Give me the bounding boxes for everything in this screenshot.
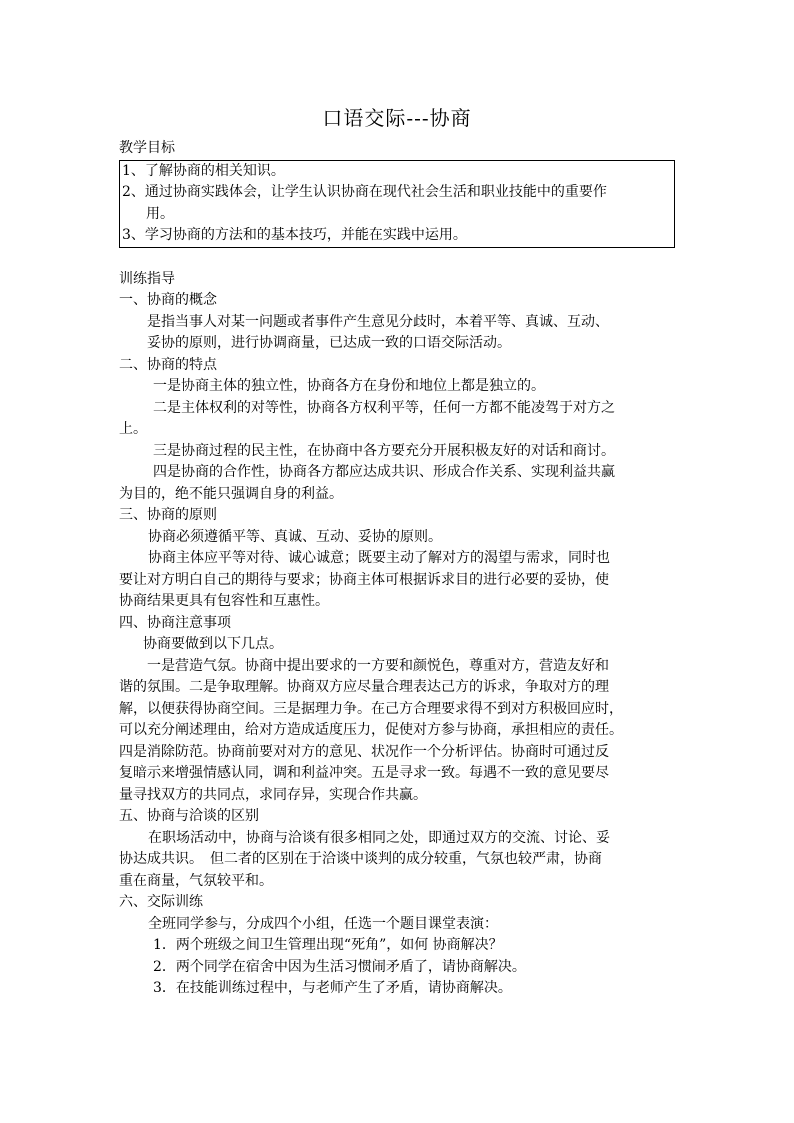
section-4-line: 复暗示来增强情感认同，调和利益冲突。五是寻求一致。每遇不一致的意见要尽 (119, 765, 609, 781)
section-2-point-2-cont: 上。 (119, 421, 147, 437)
section-1-heading: 一、协商的概念 (119, 292, 217, 308)
section-2-point-4-cont: 为目的，绝不能只强调自身的利益。 (119, 485, 343, 502)
objective-item-2: 2、通过协商实践体会，让学生认识协商在现代社会生活和职业技能中的重要作 (122, 184, 607, 200)
section-3-paragraph-2: 协商主体应平等对待、诚心诚意；既要主动了解对方的渴望与需求，同时也 (148, 550, 610, 566)
section-6-intro: 全班同学参与，分成四个小组，任选一个题目课堂表演： (148, 915, 498, 932)
section-3-paragraph-2-cont: 要让对方明白自己的期待与要求；协商主体可根据诉求目的进行必要的妥协，使 (119, 571, 609, 588)
section-4-line: 四是消除防范。协商前要对对方的意见、状况作一个分析评估。协商时可通过反 (119, 743, 609, 760)
objectives-box (119, 160, 675, 248)
section-6-topic-1: 1．两个班级之间卫生管理出现“死角”，如何 协商解决？ (153, 937, 503, 953)
objective-item-1: 1、了解协商的相关知识。 (122, 162, 285, 179)
guidance-heading: 训练指导 (119, 270, 175, 287)
objectives-heading: 教学目标 (119, 140, 175, 156)
page-title: 口语交际---协商 (322, 106, 472, 130)
section-3-heading: 三、协商的原则 (119, 507, 217, 523)
section-5-text-cont: 重在商量，气氛较平和。 (119, 872, 273, 889)
section-5-text-cont: 协达成共识。 但二者的区别在于洽谈中谈判的成分较重，气氛也较严肃，协商 (119, 851, 602, 867)
objective-item-2-cont: 用。 (146, 205, 174, 222)
objective-item-3: 3、学习协商的方法和的基本技巧，并能在实践中运用。 (122, 227, 467, 243)
section-1-text: 是指当事人对某一问题或者事件产生意见分歧时，本着平等、真诚、互动、 (147, 313, 609, 330)
section-2-point-2: 二是主体权利的对等性，协商各方权利平等，任何一方都不能凌驾于对方之 (153, 399, 615, 416)
section-4-line: 量寻找双方的共同点，求同存异，实现合作共赢。 (119, 786, 427, 803)
document-body (119, 138, 679, 1000)
section-2-heading: 二、协商的特点 (119, 356, 217, 373)
section-6-heading: 六、交际训练 (119, 894, 203, 910)
section-4-line: 谐的氛围。二是争取理解。协商双方应尽量合理表达己方的诉求，争取对方的理 (119, 679, 609, 695)
section-5-heading: 五、协商与洽谈的区别 (119, 808, 259, 824)
section-3-paragraph-1: 协商必须遵循平等、真诚、互动、妥协的原则。 (148, 528, 442, 545)
section-4-line: 可以充分阐述理由，给对方造成适度压力，促使对方参与协商，承担相应的责任。 (119, 722, 623, 738)
section-3-paragraph-2-cont: 协商结果更具有包容性和互惠性。 (119, 593, 329, 609)
section-4-line: 解，以便获得协商空间。三是据理力争。在己方合理要求得不到对方积极回应时， (119, 700, 623, 717)
section-5-text: 在职场活动中，协商与洽谈有很多相同之处，即通过双方的交流、讨论、妥 (148, 829, 610, 846)
section-4-heading: 四、协商注意事项 (119, 614, 231, 631)
section-6-topic-3: 3．在技能训练过程中，与老师产生了矛盾，请协商解决。 (153, 980, 512, 996)
section-2-point-3: 三是协商过程的民主性，在协商中各方要充分开展积极友好的对话和商讨。 (153, 442, 615, 459)
section-4-intro: 协商要做到以下几点。 (143, 636, 283, 652)
spacer (119, 248, 679, 269)
section-1-text-cont: 妥协的原则，进行协调商量，已达成一致的口语交际活动。 (147, 335, 511, 351)
section-6-topic-2: 2．两个同学在宿舍中因为生活习惯闹矛盾了，请协商解决。 (153, 958, 526, 975)
section-4-line: 一是营造气氛。协商中提出要求的一方要和颜悦色，尊重对方，营造友好和 (147, 657, 609, 674)
section-2-point-1: 一是协商主体的独立性，协商各方在身份和地位上都是独立的。 (153, 378, 545, 394)
section-2-point-4: 四是协商的合作性，协商各方都应达成共识、形成合作关系、实现利益共赢 (153, 464, 615, 480)
